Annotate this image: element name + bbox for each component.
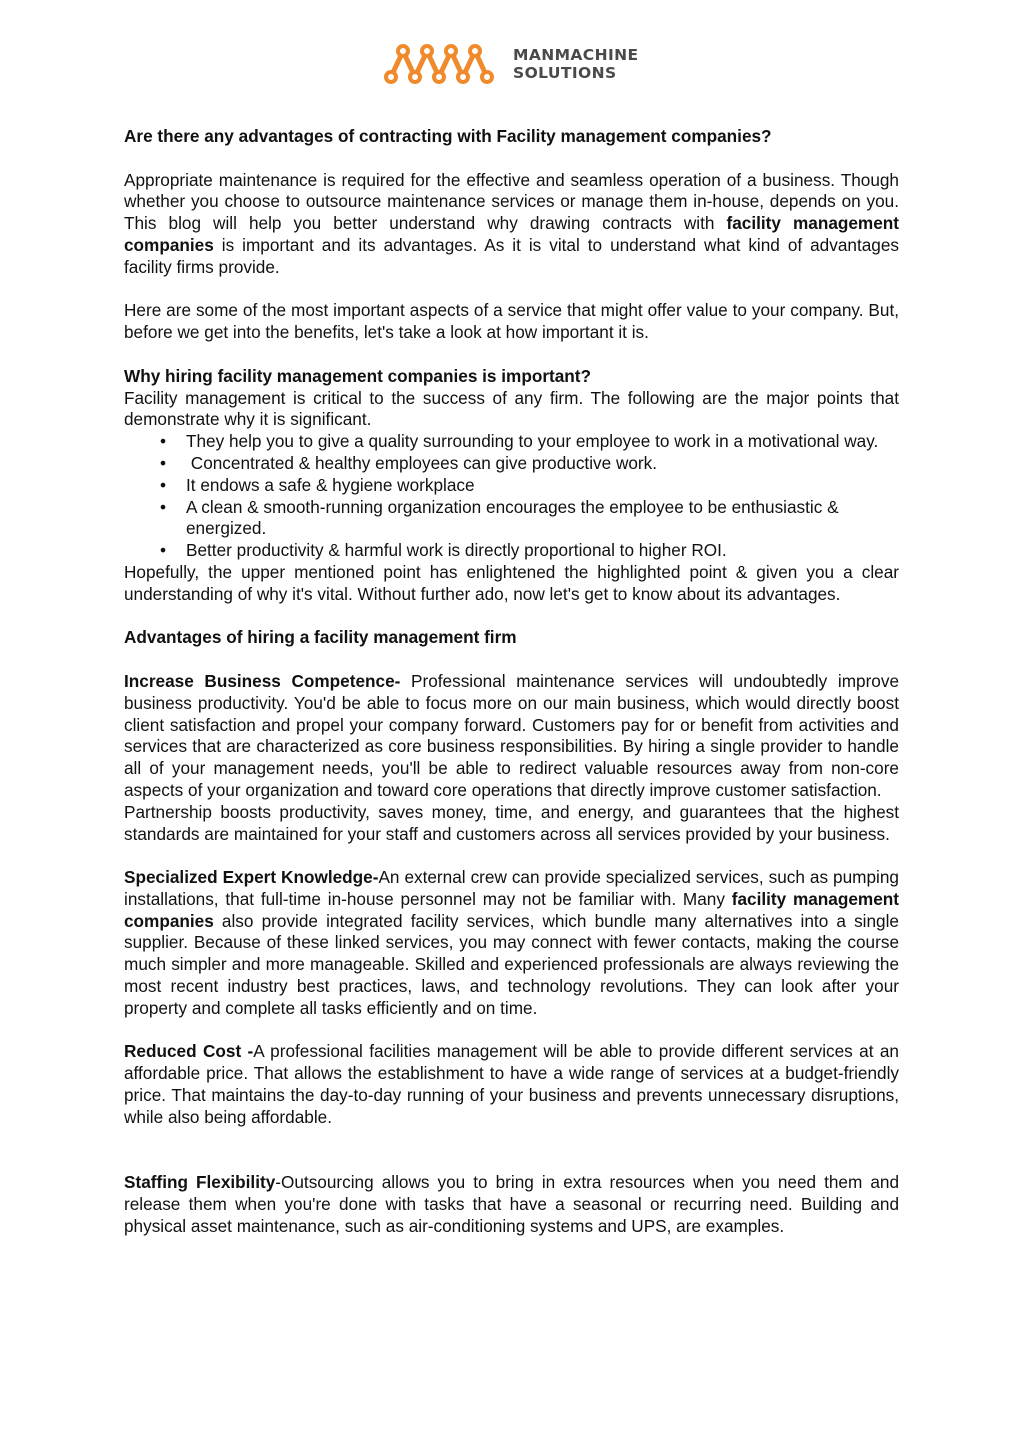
intro-text-start: Appropriate maintenance is required for the effective and seamless operation of a business. Though whether you choose to outsource maintenance services or manage them in-house, depends on you. This blog will help you better understand why drawing contracts with [124,169,899,234]
staffing-text: -Outsourcing allows you to bring in extra resources when you need them and release them when you're done with tasks that have a seasonal or recurring need. Building and physical asset maintenance, such as air-conditioning systems and UPS, are examples. [124,1172,900,1236]
why-bullet-list [124,431,899,562]
intro-text-end: is important and its advantages. As it is vital to understand what kind of advantages facility firms provide. [124,234,899,277]
advantages-heading: Advantages of hiring a facility management firm [124,627,517,648]
page-title: Are there any advantages of contracting with Facility management companies? [124,126,772,146]
company-logo [383,40,643,88]
aspects-paragraph: Here are some of the most important aspects of a service that might offer value to your company. But, before we get into the benefits, let's take a look at how important it is. [124,300,899,343]
expert-text-start: An external crew can provide specialized services, such as pumping installations, that full-time in-house personnel may not be familiar with. Many [124,867,899,909]
why-lead: Facility management is critical to the success of any firm. The following are the major points that demonstrate why it is significant. [124,387,899,430]
intro-keyword: facility management companies [124,213,899,255]
list-item: • Concentrated & healthy employees can give productive work. [186,453,899,475]
why-heading: Why hiring facility management companies is important? [124,365,592,386]
logo-line-2: SOLUTIONS [513,64,617,82]
logo-wordmark [513,46,639,82]
competence-paragraph [124,671,899,802]
expert-text-end: also provide integrated facility services, which bundle many alternatives into a single supplier. Because of these linked services, you may connect with fewer contacts, making the course much simpler and more manageable. Skilled and experienced professionals are always reviewing the most recent industry best practices, laws, and technology revolutions. They can look after your property and complete all tasks efficiently and on time. [124,910,899,1018]
partnership-paragraph: Partnership boosts productivity, saves money, time, and energy, and guarantees that the highest standards are maintained for your staff and customers across all services provided by your business. [124,801,899,844]
list-item: • Better productivity & harmful work is directly proportional to higher ROI. [186,540,899,562]
cost-label: Reduced Cost - [124,1041,254,1062]
competence-text: Professional maintenance services will undoubtedly improve business productivity. You'd be able to focus more on our main business, which would directly boost client satisfaction and propel your company forward. Customers pay for or benefit from activities and services that are characterized as core business responsibilities. By hiring a single provider to handle all of your management needs, you'll be able to redirect valuable resources away from non-core aspects of your organization and toward core operations that directly improve customer satisfaction. [124,670,900,800]
cost-paragraph [124,1041,899,1128]
expert-keyword: facility management companies [124,888,899,931]
list-item: • A clean & smooth-running organization encourages the employee to be enthusiastic & energized. [186,497,899,541]
article-body [124,126,899,1238]
expert-paragraph [124,867,899,1020]
staffing-label: Staffing Flexibility [124,1172,276,1193]
staffing-paragraph [124,1172,899,1237]
why-closing: Hopefully, the upper mentioned point has enlightened the highlighted point & given you a clear understanding of why it's vital. Without further ado, now let's get to know about its advantages. [124,561,899,604]
expert-label: Specialized Expert Knowledge- [124,867,379,888]
list-item: • It endows a safe & hygiene workplace [186,475,899,497]
competence-label: Increase Business Competence- [124,670,401,691]
cost-text: A professional facilities management will be able to provide different services at an affordable price. That allows the establishment to have a wide range of services at a budget-friendly price. That maintains the day-to-day running of your business and prevents unnecessary disruptions, while also being affordable. [124,1041,899,1127]
intro-paragraph [124,170,899,279]
list-item: • They help you to give a quality surrounding to your employee to work in a motivational way. [186,431,899,453]
logo-line-1: MANMACHINE [513,46,639,64]
chain-links-logo-icon [383,41,503,87]
